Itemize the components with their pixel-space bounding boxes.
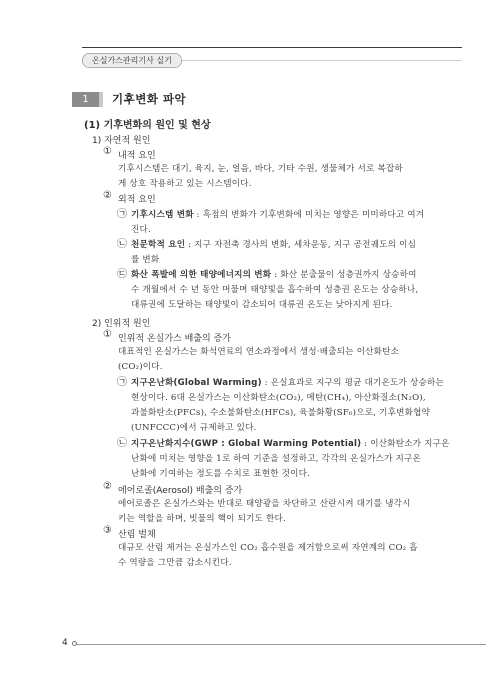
astronomical-label: 천문학적 요인	[131, 240, 186, 250]
aerosol-title: 에어로졸(Aerosol) 배출의 증가	[118, 486, 243, 496]
aerosol-marker: ②	[103, 481, 112, 492]
internal-factor-title: 내적 요인	[118, 151, 156, 161]
climate-system-marker: ㉠	[117, 209, 127, 220]
gwp-text-line: 난화에 미치는 영향을 1로 하여 기준을 설정하고, 각각의 온실가스가 지구온	[131, 454, 422, 464]
deforestation-title: 산림 벌채	[118, 530, 156, 540]
natural-causes-heading: 1) 자연적 원인	[92, 136, 151, 146]
internal-factor-marker: ①	[103, 146, 112, 157]
climate-system-label: 기후시스템 변화	[131, 210, 194, 220]
global-warming-text-line: 현상이다. 6대 온실가스는 이산화탄소(CO₂), 메탄(CH₄), 아산화질소(N₂O),	[131, 393, 426, 403]
global-warming-marker: ㉠	[117, 377, 127, 388]
footer-rule	[76, 644, 486, 645]
climate-system-text: : 흑점의 변화가 기후변화에 미치는 영향은 미미하다고 여겨	[193, 210, 425, 220]
volcanic-line	[131, 268, 417, 280]
astronomical-marker: ㉡	[117, 239, 127, 250]
deforestation-text-line: 대규모 산림 제거는 온실가스인 CO₂ 흡수원을 제거함으로써 자연계의 CO₂ 흡	[118, 543, 418, 553]
external-factor-title: 외적 요인	[118, 195, 156, 205]
ghg-marker: ①	[103, 329, 112, 340]
page-number: 4	[62, 638, 68, 648]
section-heading: (1) 기후변화의 원인 및 현상	[84, 120, 211, 131]
aerosol-text-line: 키는 역할을 하며, 빗물의 핵이 되기도 한다.	[118, 514, 286, 524]
global-warming-label: 지구온난화(Global Warming)	[131, 378, 262, 388]
internal-factor-text-line: 게 상호 작용하고 있는 시스템이다.	[118, 179, 252, 189]
global-warming-line	[131, 376, 444, 388]
volcanic-text-line: 대류권에 도달하는 태양빛이 감소되어 대류권 온도는 낮아지게 된다.	[131, 300, 393, 310]
astronomical-line	[131, 238, 416, 250]
chapter-number-box: 1	[72, 92, 99, 107]
anthropogenic-causes-heading: 2) 인위적 원인	[92, 319, 151, 329]
volcanic-label: 화산 폭발에 의한 태양에너지의 변화	[131, 270, 272, 280]
deforestation-text-line: 수 역량을 그만큼 감소시킨다.	[118, 558, 232, 568]
ghg-text-line: 대표적인 온실가스는 화석연료의 연소과정에서 생성·배출되는 이산화탄소	[118, 347, 400, 357]
chapter-title: 기후변화 파악	[112, 92, 187, 106]
gwp-marker: ㉡	[117, 438, 127, 449]
climate-system-text-line: 진다.	[131, 225, 151, 235]
global-warming-text-line: 과불화탄소(PFCs), 수소불화탄소(HFCs), 육불화황(SF₆)으로, 기후변화협약	[131, 408, 431, 418]
astronomical-text: : 지구 자전축 경사의 변화, 세차운동, 지구 공전궤도의 이심	[185, 240, 417, 250]
ghg-text-line: (CO₂)이다.	[118, 362, 163, 372]
gwp-text: : 이산화탄소가 지구온	[361, 439, 450, 449]
external-factor-marker: ②	[103, 190, 112, 201]
internal-factor-text-line: 기후시스템은 대기, 육지, 눈, 얼음, 바다, 기타 수원, 생물체가 서로 복잡하	[118, 164, 403, 174]
gwp-label: 지구온난화지수(GWP : Global Warming Potential)	[131, 439, 362, 449]
gwp-line	[131, 437, 450, 449]
volcanic-text-line: 수 개월에서 수 년 동안 머물며 태양빛을 흡수하여 성층권 온도는 상승하나,	[131, 285, 419, 295]
climate-system-line	[131, 208, 424, 220]
deforestation-marker: ③	[103, 525, 112, 536]
global-warming-text-line: (UNFCCC)에서 규제하고 있다.	[131, 423, 257, 433]
ghg-title: 인위적 온실가스 배출의 증가	[118, 334, 231, 344]
global-warming-text: : 온실효과로 지구의 평균 대기온도가 상승하는	[261, 378, 444, 388]
volcanic-text: : 화산 분출물이 성층권까지 상승하여	[271, 270, 417, 280]
footer-circle-ornament	[72, 641, 77, 646]
header-top-rule	[82, 47, 462, 48]
volcanic-marker: ㉢	[117, 269, 127, 280]
aerosol-text-line: 에어로졸은 온실가스와는 반대로 태양광을 차단하고 산란시켜 대기를 냉각시	[118, 499, 411, 509]
running-header-tab: 온실가스관리기사 실기	[82, 53, 182, 68]
gwp-text-line: 난화에 기여하는 정도를 수치로 표현한 것이다.	[131, 469, 311, 479]
astronomical-text-line: 률 변화	[131, 255, 160, 265]
